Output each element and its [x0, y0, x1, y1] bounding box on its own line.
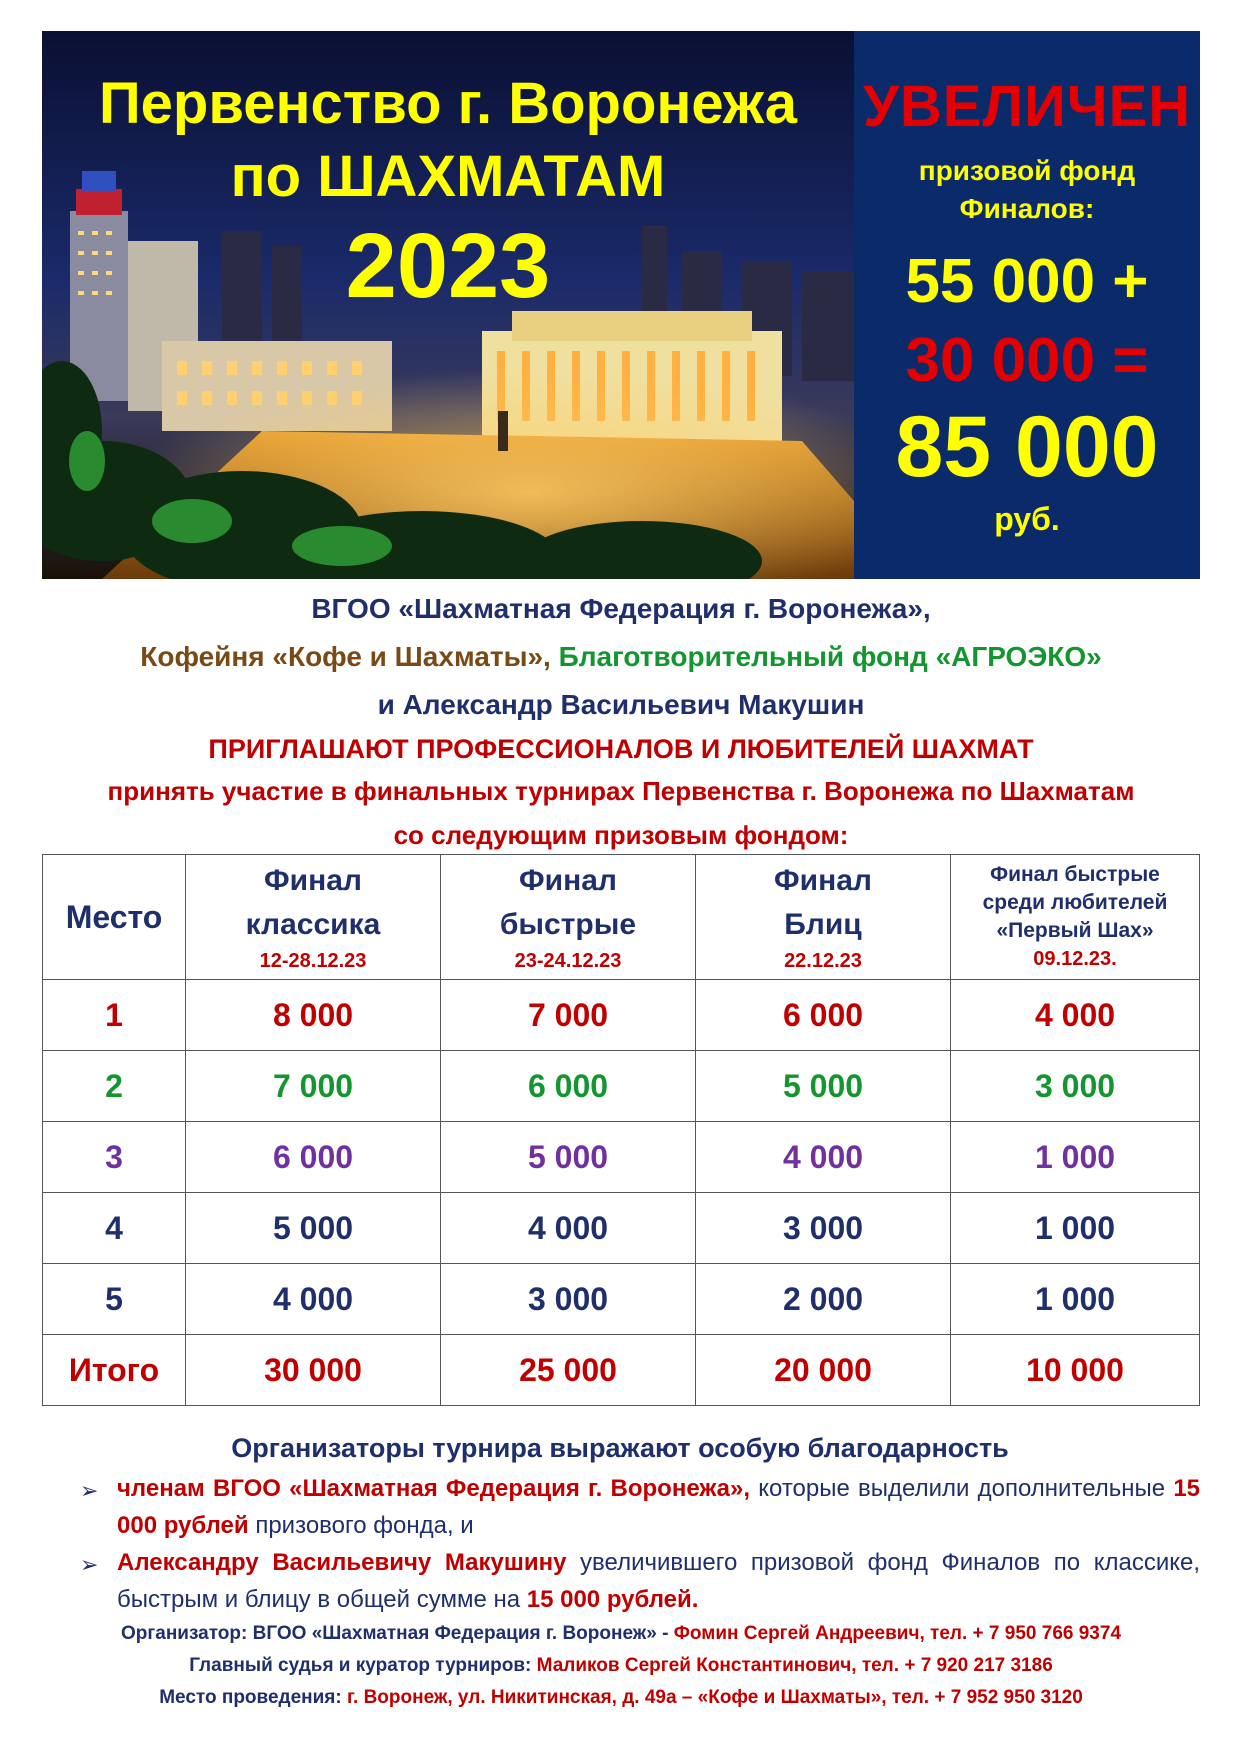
- prize-cell: 3 000: [441, 1264, 696, 1335]
- title-line-1: Первенство г. Воронежа: [98, 71, 797, 136]
- thanks-item2-text: увеличившего призовой фонд Финалов по классике, быстрым и блицу в общей сумме на: [117, 1549, 1201, 1613]
- footer-venue-label: Место проведения:: [159, 1687, 347, 1708]
- footer-venue-address: г. Воронеж, ул. Никитинская, д. 49а – «Кофе и Шахматы», тел. + 7 952 950 3120: [347, 1687, 1083, 1708]
- total-cell: 10 000: [951, 1335, 1200, 1406]
- place-cell: 3: [43, 1122, 186, 1193]
- invitation-line-1: принять участие в финальных турнирах Первенства г. Воронежа по Шахматам: [107, 776, 1135, 806]
- table-row: [43, 1122, 1200, 1193]
- thanks-item2-recipient: Александру Васильевичу Макушину: [117, 1549, 567, 1576]
- organizers-block: [42, 585, 1200, 857]
- header-rapid-line-2: быстрые: [499, 908, 637, 941]
- header-amateur-line-2: среди любителей: [982, 891, 1168, 914]
- place-cell: 2: [43, 1051, 186, 1122]
- total-row: [43, 1335, 1200, 1406]
- table-row: [43, 1051, 1200, 1122]
- prize-cell: 6 000: [441, 1051, 696, 1122]
- thanks-item-makushin: [80, 1544, 1200, 1618]
- organizer-sponsors: [42, 633, 1200, 681]
- total-cell: 20 000: [696, 1335, 951, 1406]
- header-amateur-line-1: Финал быстрые: [990, 863, 1160, 886]
- header-rapid-line-1: Финал: [519, 864, 617, 897]
- header-blitz: [696, 855, 951, 980]
- organizer-coffee: Кофейня «Кофе и Шахматы»,: [140, 641, 551, 672]
- prize-cell: 4 000: [696, 1122, 951, 1193]
- banner: [42, 31, 1200, 579]
- header-classic-dates: 12-28.12.23: [259, 950, 367, 972]
- organizer-federation: ВГОО «Шахматная Федерация г. Воронежа»,: [311, 593, 931, 624]
- prize-cell: 6 000: [696, 980, 951, 1051]
- prize-table-header: [43, 855, 1200, 980]
- prize-cell: 4 000: [441, 1193, 696, 1264]
- prize-cell: 7 000: [441, 980, 696, 1051]
- thanks-block: [80, 1433, 1200, 1618]
- footer-judge-contact: Маликов Сергей Константинович, тел. + 7 920 217 3186: [536, 1655, 1053, 1676]
- increased-label: УВЕЛИЧЕН: [862, 74, 1192, 139]
- prize-cell: 5 000: [441, 1122, 696, 1193]
- footer-judge: [42, 1650, 1200, 1682]
- arrow-bullet-icon: ➢: [80, 1478, 99, 1503]
- thanks-item1-text: которые выделили дополнительные: [750, 1475, 1174, 1502]
- total-cell: 25 000: [441, 1335, 696, 1406]
- place-cell: 5: [43, 1264, 186, 1335]
- thanks-item2-amount: 15 000 рублей.: [526, 1586, 699, 1613]
- place-cell: 4: [43, 1193, 186, 1264]
- prize-cell: 2 000: [696, 1264, 951, 1335]
- prize-cell: 1 000: [951, 1193, 1200, 1264]
- header-blitz-line-2: Блиц: [784, 908, 862, 941]
- prize-fund-label: [854, 152, 1200, 228]
- prize-table: [42, 854, 1200, 1406]
- title-year: 2023: [345, 215, 551, 318]
- title-line-2: по ШАХМАТАМ: [230, 143, 666, 209]
- arrow-bullet-icon: ➢: [80, 1552, 99, 1577]
- event-title: [42, 71, 854, 320]
- prize-fund-line-2: Финалов:: [959, 192, 1095, 224]
- city-night-photo: [42, 31, 854, 579]
- table-row: [43, 1193, 1200, 1264]
- prize-cell: 4 000: [951, 980, 1200, 1051]
- amount-added: 30 000 =: [905, 325, 1149, 395]
- prize-cell: 8 000: [186, 980, 441, 1051]
- organizer-person: и Александр Васильевич Макушин: [377, 689, 865, 720]
- footer-organizer-contact: Фомин Сергей Андреевич, тел. + 7 950 766 9374: [673, 1623, 1122, 1644]
- header-classic-line-2: классика: [245, 908, 381, 941]
- thanks-item-federation: [80, 1470, 1200, 1544]
- thanks-title: Организаторы турнира выражают особую благодарность: [231, 1433, 1009, 1463]
- header-place: Место: [43, 855, 186, 980]
- table-row: [43, 980, 1200, 1051]
- header-classic-line-1: Финал: [264, 864, 362, 897]
- thanks-item1-end: призового фонда, и: [248, 1512, 474, 1539]
- header-blitz-dates: 22.12.23: [784, 950, 862, 972]
- footer-judge-label: Главный судья и куратор турниров:: [189, 1655, 537, 1676]
- footer-organizer-label: Организатор: ВГОО «Шахматная Федерация г. Воронеж» -: [120, 1623, 674, 1644]
- prize-cell: 1 000: [951, 1122, 1200, 1193]
- amount-total: 85 000: [895, 398, 1159, 495]
- thanks-list: [80, 1470, 1200, 1618]
- prize-fund-line-1: призовой фонд: [918, 155, 1136, 186]
- header-amateur-line-3: «Первый Шах»: [996, 919, 1154, 942]
- invitation-line-2: со следующим призовым фондом:: [393, 820, 849, 850]
- prize-cell: 7 000: [186, 1051, 441, 1122]
- invitation-heading: ПРИГЛАШАЮТ ПРОФЕССИОНАЛОВ И ЛЮБИТЕЛЕЙ ШАХМАТ: [208, 734, 1034, 764]
- thanks-item1-amount: 15 000 рублей: [117, 1475, 1201, 1539]
- footer-venue: [42, 1682, 1200, 1714]
- footer-contacts: [42, 1618, 1200, 1714]
- prize-cell: 3 000: [696, 1193, 951, 1264]
- place-cell: 1: [43, 980, 186, 1051]
- currency-label: руб.: [994, 500, 1060, 537]
- prize-cell: 5 000: [696, 1051, 951, 1122]
- header-rapid: [441, 855, 696, 980]
- header-blitz-line-1: Финал: [774, 864, 872, 897]
- table-row: [43, 1264, 1200, 1335]
- total-label-cell: Итого: [43, 1335, 186, 1406]
- prize-cell: 1 000: [951, 1264, 1200, 1335]
- prize-cell: 6 000: [186, 1122, 441, 1193]
- prize-fund-panel: [854, 31, 1200, 579]
- prize-cell: 4 000: [186, 1264, 441, 1335]
- prize-cell: 3 000: [951, 1051, 1200, 1122]
- total-cell: 30 000: [186, 1335, 441, 1406]
- footer-organizer: [42, 1618, 1200, 1650]
- thanks-item1-recipient: членам ВГОО «Шахматная Федерация г. Воронежа»,: [117, 1475, 751, 1502]
- header-rapid-dates: 23-24.12.23: [514, 950, 622, 972]
- header-amateur-dates: 09.12.23.: [1033, 948, 1117, 970]
- header-classic: [186, 855, 441, 980]
- header-amateur: [951, 855, 1200, 980]
- prize-cell: 5 000: [186, 1193, 441, 1264]
- organizer-charity: Благотворительный фонд «АГРОЭКО»: [558, 641, 1102, 672]
- amount-base: 55 000 +: [905, 246, 1149, 316]
